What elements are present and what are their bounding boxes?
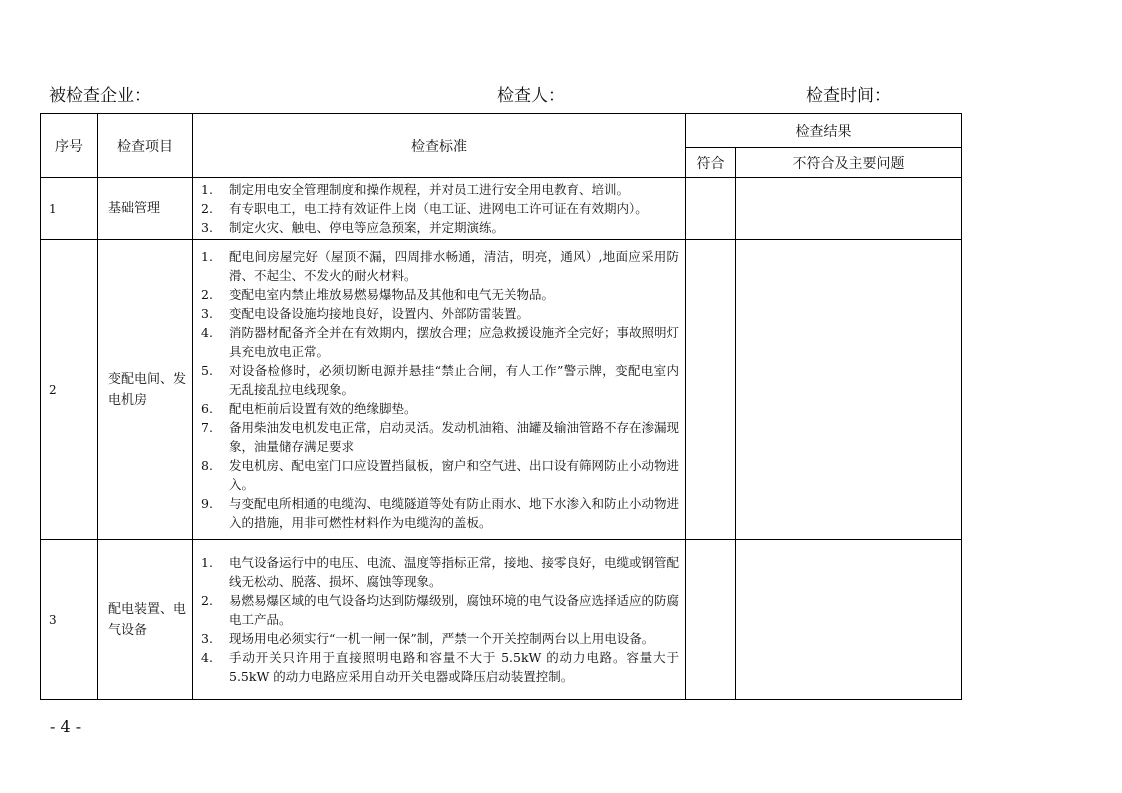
standard-text: 配电间房屋完好（屋顶不漏，四周排水畅通，清洁，明亮，通风）,地面应采用防滑、不起尘、不发火的耐火材料。 [229, 249, 679, 283]
standard-number: 3. [201, 631, 213, 646]
standard-number: 1. [201, 249, 213, 264]
fail-cell[interactable] [736, 540, 962, 700]
col-item-header: 检查项目 [98, 114, 193, 178]
standard-number: 1. [201, 182, 213, 197]
standard-number: 8. [201, 458, 213, 473]
row-number: 1 [41, 178, 98, 240]
standard-item [201, 180, 679, 199]
standard-number: 5. [201, 363, 213, 378]
row-standards [193, 178, 686, 240]
fail-cell[interactable] [736, 240, 962, 540]
col-no-header: 序号 [41, 114, 98, 178]
inspector-label: 检查人： [497, 86, 565, 106]
standard-text: 对设备检修时，必须切断电源并悬挂“禁止合闸，有人工作”警示牌，变配电室内无乱接乱拉电线现象。 [229, 363, 679, 397]
standard-number: 2. [201, 593, 213, 608]
row-standards [193, 240, 686, 540]
standard-item [201, 648, 679, 686]
standard-text: 制定火灾、触电、停电等应急预案，并定期演练。 [229, 220, 505, 235]
standard-text: 与变配电所相通的电缆沟、电缆隧道等处有防止雨水、地下水渗入和防止小动物进入的措施，用非可燃性材料作为电缆沟的盖板。 [229, 496, 680, 530]
col-fail-header: 不符合及主要问题 [736, 148, 962, 178]
standard-item [201, 553, 679, 591]
col-result-header: 检查结果 [686, 114, 962, 148]
company-label: 被检查企业： [49, 86, 151, 106]
standard-text: 配电柜前后设置有效的绝缘脚垫。 [229, 401, 417, 416]
standard-item [201, 494, 679, 532]
standard-item [201, 304, 679, 323]
standard-number: 7. [201, 420, 213, 435]
time-label: 检查时间： [806, 86, 891, 106]
table-row [41, 240, 962, 540]
standard-number: 4. [201, 325, 213, 340]
fail-cell[interactable] [736, 178, 962, 240]
standard-text: 手动开关只许用于直接照明电路和容量不大于 5.5kW 的动力电路。容量大于 5.5kW 的动力电路应采用自动开关电器或降压启动装置控制。 [229, 650, 679, 684]
standard-text: 变配电设备设施均接地良好，设置内、外部防雷装置。 [229, 306, 530, 321]
standard-number: 9. [201, 496, 213, 511]
standard-item [201, 591, 679, 629]
standard-text: 变配电室内禁止堆放易燃易爆物品及其他和电气无关物品。 [229, 287, 555, 302]
standard-text: 现场用电必须实行“一机一闸一保”制，严禁一个开关控制两台以上用电设备。 [229, 631, 655, 646]
standard-item [201, 247, 679, 285]
standard-number: 6. [201, 401, 213, 416]
standard-text: 消防器材配备齐全并在有效期内，摆放合理；应急救援设施齐全完好；事故照明灯具充电放电正常。 [229, 325, 680, 359]
standard-item [201, 218, 679, 237]
row-number: 2 [41, 240, 98, 540]
standard-item [201, 629, 679, 648]
standard-number: 1. [201, 555, 213, 570]
pass-cell[interactable] [686, 240, 736, 540]
standard-item [201, 323, 679, 361]
col-standard-header: 检查标准 [193, 114, 686, 178]
standard-text: 有专职电工，电工持有效证件上岗（电工证、进网电工许可证在有效期内）。 [229, 201, 648, 216]
standard-item [201, 361, 679, 399]
standard-item [201, 285, 679, 304]
standard-number: 3. [201, 306, 213, 321]
row-item: 变配电间、发电机房 [98, 240, 193, 540]
standard-number: 2. [201, 287, 213, 302]
row-item: 配电装置、电气设备 [98, 540, 193, 700]
standard-item [201, 199, 679, 218]
page-number: - 4 - [50, 717, 82, 736]
standard-text: 发电机房、配电室门口应设置挡鼠板，窗户和空气进、出口设有筛网防止小动物进入。 [229, 458, 680, 492]
inspection-table [40, 113, 962, 700]
table-row [41, 540, 962, 700]
standard-text: 电气设备运行中的电压、电流、温度等指标正常，接地、接零良好，电缆或钢管配线无松动、脱落、损坏、腐蚀等现象。 [229, 555, 680, 589]
row-standards [193, 540, 686, 700]
standard-item [201, 399, 679, 418]
standard-text: 制定用电安全管理制度和操作规程，并对员工进行安全用电教育、培训。 [229, 182, 630, 197]
col-pass-header: 符合 [686, 148, 736, 178]
row-item: 基础管理 [98, 178, 193, 240]
standard-number: 4. [201, 650, 213, 665]
standard-number: 2. [201, 201, 213, 216]
standard-item [201, 418, 679, 456]
row-number: 3 [41, 540, 98, 700]
table-row [41, 178, 962, 240]
pass-cell[interactable] [686, 540, 736, 700]
standard-number: 3. [201, 220, 213, 235]
pass-cell[interactable] [686, 178, 736, 240]
standard-item [201, 456, 679, 494]
standard-text: 备用柴油发电机发电正常，启动灵活。发动机油箱、油罐及输油管路不存在渗漏现象，油量储存满足要求 [229, 420, 680, 454]
standard-text: 易燃易爆区域的电气设备均达到防爆级别，腐蚀环境的电气设备应选择适应的防腐电工产品。 [229, 593, 680, 627]
